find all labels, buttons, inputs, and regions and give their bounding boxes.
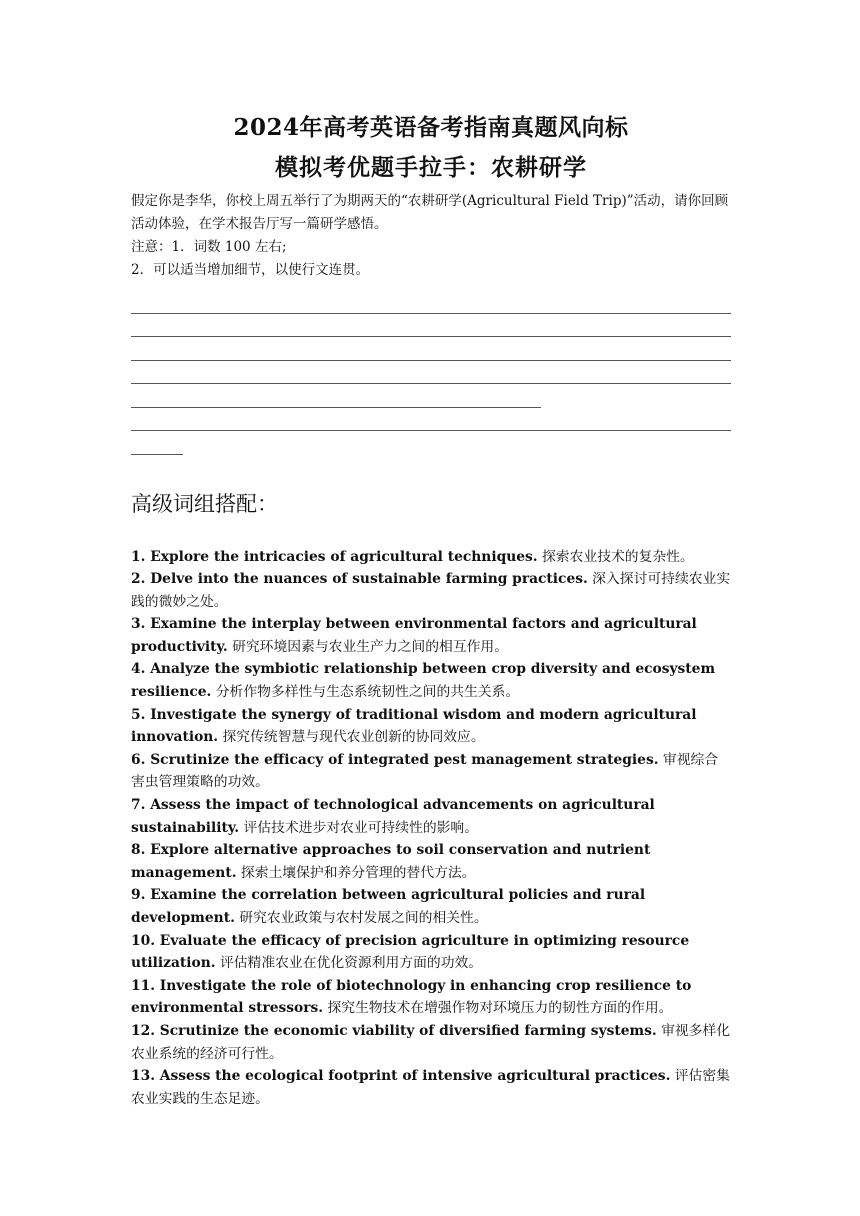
vocab-chinese: 探究生物技术在增强作物对环境压力的韧性方面的作用。 [323, 1000, 673, 1017]
answer-line [131, 337, 731, 361]
vocab-chinese: 评估精准农业在优化资源利用方面的功效。 [215, 955, 483, 972]
vocab-chinese: 审视综合害虫管理策略的功效。 [131, 751, 719, 791]
list-item [131, 1065, 731, 1110]
vocab-english: 2. Delve into the nuances of sustainable farming practices. [131, 571, 588, 588]
answer-line [131, 361, 731, 385]
answer-line [131, 290, 731, 314]
writing-prompt [131, 190, 731, 282]
vocab-chinese: 分析作物多样性与生态系统韧性之间的共生关系。 [211, 684, 520, 701]
vocab-english: 1. Explore the intricacies of agricultural techniques. [131, 548, 538, 565]
list-item [131, 1020, 731, 1065]
list-item [131, 546, 731, 569]
section-title: 高级词组搭配： [131, 491, 278, 516]
document-page [131, 108, 731, 1110]
answer-line [131, 431, 183, 455]
vocab-chinese: 研究农业政策与农村发展之间的相关性。 [234, 910, 488, 926]
vocab-english: 8. Explore alternative approaches to soil conservation and nutrient management. [131, 842, 651, 881]
vocab-chinese: 探索农业技术的复杂性。 [537, 548, 694, 565]
vocab-english: 13. Assess the ecological footprint of intensive agricultural practices. [131, 1068, 671, 1085]
vocab-chinese: 探索土壤保护和养分管理的替代方法。 [236, 864, 476, 881]
answer-line [131, 408, 731, 432]
list-item [131, 975, 731, 1020]
vocab-chinese: 评估技术进步对农业可持续性的影响。 [239, 819, 479, 836]
list-item [131, 930, 731, 975]
vocab-chinese: 深入探讨可持续农业实践的微妙之处。 [131, 571, 731, 610]
vocab-english: 9. Examine the correlation between agricultural policies and rural development. [131, 887, 646, 926]
document-subtitle: 模拟考优题手拉手：农耕研学 [275, 154, 587, 181]
list-item [131, 568, 731, 613]
prompt-note-1: 注意：1．词数 100 左右; [131, 239, 287, 255]
answer-lines [131, 290, 731, 455]
prompt-task: 假定你是李华，你校上周五举行了为期两天的“农耕研学(Agricultural Field Trip)”活动，请你回顾活动体验，在学术报告厅写一篇研学感悟。 [131, 193, 729, 232]
vocab-english: 3. Examine the interplay between environmental factors and agricultural productivity. [131, 616, 697, 655]
vocab-chinese: 研究环境因素与农业生产力之间的相互作用。 [227, 638, 509, 655]
vocab-english: 7. Assess the impact of technological advancements on agricultural sustainability. [131, 797, 655, 836]
vocab-english: 12. Scrutinize the economic viability of diversified farming systems. [131, 1022, 657, 1039]
answer-line [131, 384, 541, 408]
list-item [131, 794, 731, 839]
vocab-english: 6. Scrutinize the efficacy of integrated pest management strategies. [131, 751, 659, 768]
list-item [131, 658, 731, 703]
prompt-note-2: 2．可以适当增加细节，以使行文连贯。 [131, 262, 370, 278]
vocab-english: 4. Analyze the symbiotic relationship between crop diversity and ecosystem resilience. [131, 661, 716, 701]
vocab-chinese: 评估密集农业实践的生态足迹。 [131, 1068, 730, 1107]
list-item [131, 839, 731, 884]
vocab-english: 11. Investigate the role of biotechnology in enhancing crop resilience to environmental stressors. [131, 977, 692, 1017]
vocab-english: 10. Evaluate the efficacy of precision agriculture in optimizing resource utilization. [131, 932, 690, 972]
document-title: 2024年高考英语备考指南真题风向标 [233, 114, 629, 141]
vocab-chinese: 探究传统智慧与现代农业创新的协同效应。 [218, 729, 485, 746]
list-item [131, 749, 731, 794]
vocab-english: 5. Investigate the synergy of traditional wisdom and modern agricultural innovation. [131, 706, 697, 746]
list-item [131, 704, 731, 749]
answer-line [131, 314, 731, 338]
list-item [131, 884, 731, 929]
vocab-list [131, 546, 731, 1111]
list-item [131, 613, 731, 658]
vocab-chinese: 审视多样化农业系统的经济可行性。 [131, 1022, 731, 1062]
